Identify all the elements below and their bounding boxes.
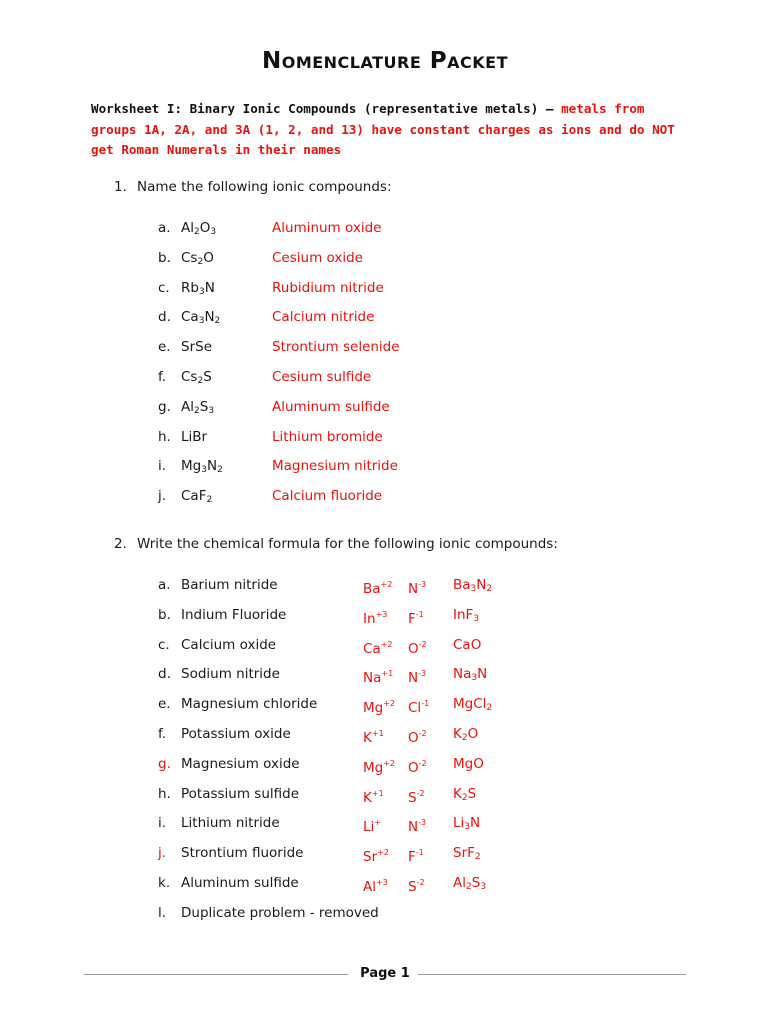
compound-name: Magnesium chloride (181, 696, 318, 713)
anion-charge: $N^{-3}$ (408, 580, 427, 597)
item-letter: g. (158, 755, 171, 772)
item-letter: c. (158, 279, 170, 296)
answer-name: Magnesium nitride (272, 458, 398, 475)
worksheet-heading: Worksheet I: Binary Ionic Compounds (representative metals) – (91, 101, 562, 116)
question-1-heading (114, 179, 392, 195)
compound-name: Potassium oxide (181, 726, 291, 742)
compound-name: Indium Fluoride (181, 606, 287, 623)
answer-name: Calcium nitride (272, 309, 375, 326)
answer-name: Cesium oxide (272, 249, 363, 266)
page-number: Page 1 (360, 966, 410, 981)
compound-formula: $Cs_2S$ (181, 369, 212, 386)
answer-formula: $Li_3N$ (453, 815, 481, 833)
anion-charge: $N^{-3}$ (408, 818, 427, 836)
question-2-prompt: Write the chemical formula for the following ionic compounds: (137, 536, 558, 552)
question-2-number: 2. (114, 536, 127, 552)
compound-name: Calcium oxide (181, 636, 277, 653)
question-1-prompt: Name the following ionic compounds: (137, 179, 392, 195)
cation-charge: $In^{+3}$ (363, 609, 388, 627)
compound-formula: $Mg_3N_2$ (181, 458, 223, 476)
compound-formula: $Ca_3N_2$ (181, 309, 221, 327)
answer-formula: MgCl$_2$ (453, 696, 493, 714)
compound-name: Duplicate problem - removed (181, 904, 379, 921)
item-letter: a. (158, 220, 171, 236)
compound-name: Strontium fluoride (181, 845, 304, 862)
item-letter: d. (158, 309, 171, 326)
item-letter: h. (158, 785, 171, 802)
answer-formula: CaO (453, 636, 482, 653)
item-letter: j. (158, 845, 167, 862)
compound-name: Magnesium oxide (181, 755, 300, 772)
anion-charge: $N^{-3}$ (408, 669, 427, 687)
cation-charge: $Na^{+1}$ (363, 669, 394, 687)
cation-charge: $Mg^{+2}$ (363, 699, 396, 717)
item-letter: c. (158, 636, 170, 653)
compound-formula: SrSe (181, 339, 212, 356)
compound-formula: LiBr (181, 428, 208, 445)
anion-charge: $S^{-2}$ (408, 878, 425, 895)
compound-formula: CaF$_2$ (181, 488, 213, 506)
item-letter: e. (158, 696, 171, 713)
item-letter: i. (158, 458, 167, 475)
answer-name: Aluminum oxide (272, 220, 382, 236)
answer-formula: $Al_2S_3$ (453, 875, 487, 892)
answer-formula: $Na_3N$ (453, 666, 488, 684)
cation-charge: $K^{+1}$ (363, 788, 384, 806)
cation-charge: $Ba^{+2}$ (363, 580, 393, 597)
answer-name: Aluminum sulfide (272, 398, 390, 415)
answer-formula: $K_2S$ (453, 785, 477, 803)
answer-formula: $K_2O$ (453, 726, 479, 743)
compound-name: Potassium sulfide (181, 785, 300, 802)
anion-charge: $O^{-2}$ (408, 758, 427, 776)
answer-formula: SrF$_2$ (453, 845, 481, 863)
worksheet-note: metals from groups 1A, 2A, and 3A (1, 2, and 13) have constant charges as ions and do NOT get Roman Numerals in their names (91, 101, 675, 157)
compound-name: Barium nitride (181, 577, 278, 593)
item-letter: b. (158, 249, 171, 266)
page-title: Nomenclature Packet (261, 48, 509, 74)
answer-name: Cesium sulfide (272, 369, 372, 385)
cation-charge: $Sr^{+2}$ (363, 848, 389, 866)
item-letter: l. (158, 904, 167, 921)
item-letter: b. (158, 606, 171, 623)
compound-name: Aluminum sulfide (181, 875, 299, 891)
anion-charge: $Cl^{-1}$ (408, 699, 430, 717)
compound-formula: $Cs_2O$ (181, 249, 214, 267)
item-letter: i. (158, 815, 167, 832)
answer-formula: $Ba_3N_2$ (453, 577, 493, 594)
anion-charge: $F^{-1}$ (408, 609, 424, 627)
anion-charge: $F^{-1}$ (408, 848, 424, 866)
compound-formula: $Rb_3N$ (181, 279, 215, 297)
compound-name: Lithium nitride (181, 815, 280, 832)
answer-formula: MgO (453, 755, 484, 772)
cation-charge: $K^{+1}$ (363, 729, 384, 746)
item-letter: f. (158, 726, 167, 742)
cation-charge: $Al^{+3}$ (363, 878, 388, 895)
answer-formula: InF$_3$ (453, 606, 480, 624)
answer-name: Rubidium nitride (272, 279, 384, 296)
anion-charge: $O^{-2}$ (408, 639, 427, 657)
item-letter: f. (158, 369, 167, 385)
item-letter: j. (158, 488, 167, 505)
compound-formula: $Al_2S_3$ (181, 398, 215, 416)
item-letter: k. (158, 875, 171, 891)
anion-charge: $O^{-2}$ (408, 729, 427, 746)
compound-formula: $Al_2O_3$ (181, 220, 217, 237)
item-letter: a. (158, 577, 171, 593)
anion-charge: $S^{-2}$ (408, 788, 425, 806)
worksheet-intro (91, 99, 691, 161)
page-footer (84, 965, 686, 985)
item-letter: h. (158, 428, 171, 445)
cation-charge: Li+ (363, 818, 381, 836)
answer-name: Calcium fluoride (272, 488, 383, 505)
item-letter: e. (158, 339, 171, 356)
answer-name: Lithium bromide (272, 428, 383, 445)
item-letter: g. (158, 398, 171, 415)
question-2-heading (114, 536, 558, 552)
answer-name: Strontium selenide (272, 339, 400, 356)
question-1-number: 1. (114, 179, 127, 195)
cation-charge: $Mg^{+2}$ (363, 758, 396, 776)
cation-charge: $Ca^{+2}$ (363, 639, 393, 657)
item-letter: d. (158, 666, 171, 683)
compound-name: Sodium nitride (181, 666, 280, 683)
